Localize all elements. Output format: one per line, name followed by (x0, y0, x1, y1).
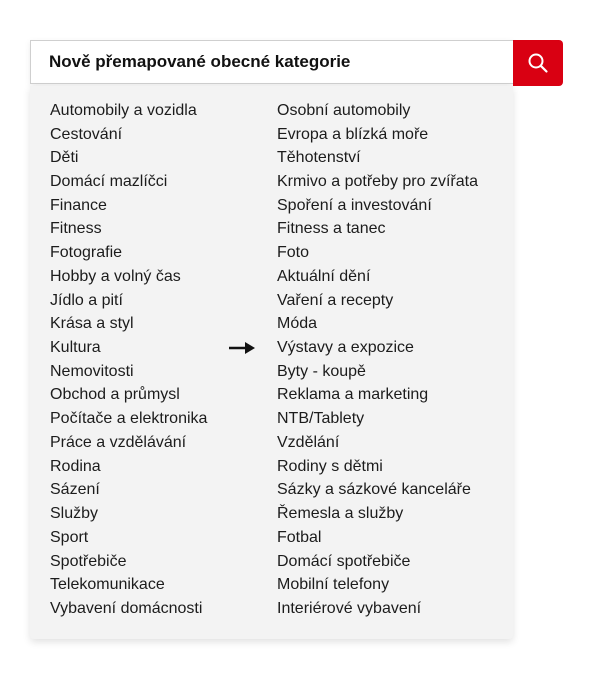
mapping-row (30, 455, 513, 479)
mapping-row (30, 241, 513, 265)
target-category: Fotbal (277, 528, 322, 546)
mapping-row (30, 99, 513, 123)
search-icon (527, 52, 549, 74)
target-category: Výstavy a expozice (277, 339, 414, 357)
mapping-row (30, 431, 513, 455)
target-category: Spoření a investování (277, 196, 432, 214)
source-category: Domácí mazlíčci (50, 173, 168, 190)
source-category: Práce a vzdělávání (50, 433, 187, 451)
source-category: Děti (50, 149, 79, 167)
source-category: Obchod a průmysl (50, 386, 180, 404)
source-category: Kultura (50, 339, 101, 357)
target-category: Mobilní telefony (277, 576, 390, 594)
target-category: Rodiny s dětmi (277, 457, 383, 475)
target-category: Domácí spotřebiče (277, 552, 411, 570)
source-category: Spotřebiče (50, 552, 127, 570)
mapping-row (30, 312, 513, 336)
target-category: Vaření a recepty (277, 291, 394, 309)
source-category: Automobily a vozidla (50, 101, 197, 119)
source-category: Fitness (50, 220, 102, 238)
source-category: Telekomunikace (50, 576, 165, 594)
source-category: Sázení (50, 481, 100, 499)
target-category: Řemesla a služby (277, 505, 404, 523)
source-category: Služby (50, 505, 99, 523)
source-category: Krása a styl (50, 315, 134, 333)
mapping-row (30, 194, 513, 218)
search-bar (30, 40, 563, 86)
source-category: Rodina (50, 457, 101, 475)
target-category: NTB/Tablety (277, 410, 365, 428)
target-category: Móda (277, 315, 318, 333)
target-category: Aktuální dění (277, 267, 371, 285)
source-category: Jídlo a pití (50, 291, 123, 309)
search-input[interactable]: Nově přemapované obecné kategorie (30, 40, 513, 84)
target-category: Reklama a marketing (277, 386, 429, 404)
mapping-row (30, 146, 513, 170)
source-category: Nemovitosti (50, 362, 134, 380)
target-category: Sázky a sázkové kanceláře (277, 481, 471, 499)
target-category: Interiérové vybavení (277, 599, 422, 617)
mapping-row (30, 597, 513, 621)
target-category: Těhotenství (277, 149, 361, 167)
mapping-row (30, 502, 513, 526)
mapping-row (30, 573, 513, 597)
mapping-row (30, 479, 513, 503)
target-category: Foto (277, 244, 310, 262)
mapping-row (30, 289, 513, 313)
mapping-row (30, 336, 513, 360)
mapping-row (30, 265, 513, 289)
source-category: Hobby a volný čas (50, 267, 181, 285)
source-category: Vybavení domácnosti (50, 599, 203, 617)
search-button[interactable] (513, 40, 563, 86)
target-category: Evropa a blízká moře (277, 125, 429, 143)
target-category: Osobní automobily (277, 101, 411, 119)
source-category: Finance (50, 196, 107, 214)
mapping-row (30, 407, 513, 431)
mapping-row (30, 526, 513, 550)
mapping-row (30, 218, 513, 242)
source-category: Cestování (50, 125, 123, 143)
source-category: Počítače a elektronika (50, 410, 208, 428)
source-category: Fotografie (50, 244, 123, 262)
mapping-row (30, 360, 513, 384)
target-category: Byty - koupě (277, 362, 366, 380)
target-category: Krmivo a potřeby pro zvířata (277, 173, 478, 190)
mapping-row (30, 123, 513, 147)
source-category: Sport (50, 528, 89, 546)
mapping-row (30, 550, 513, 574)
mapping-row (30, 170, 513, 194)
arrow-right-icon (228, 341, 256, 355)
mapping-row (30, 384, 513, 408)
category-mapping-panel (30, 86, 513, 639)
target-category: Fitness a tanec (277, 220, 386, 238)
target-category: Vzdělání (277, 433, 340, 451)
